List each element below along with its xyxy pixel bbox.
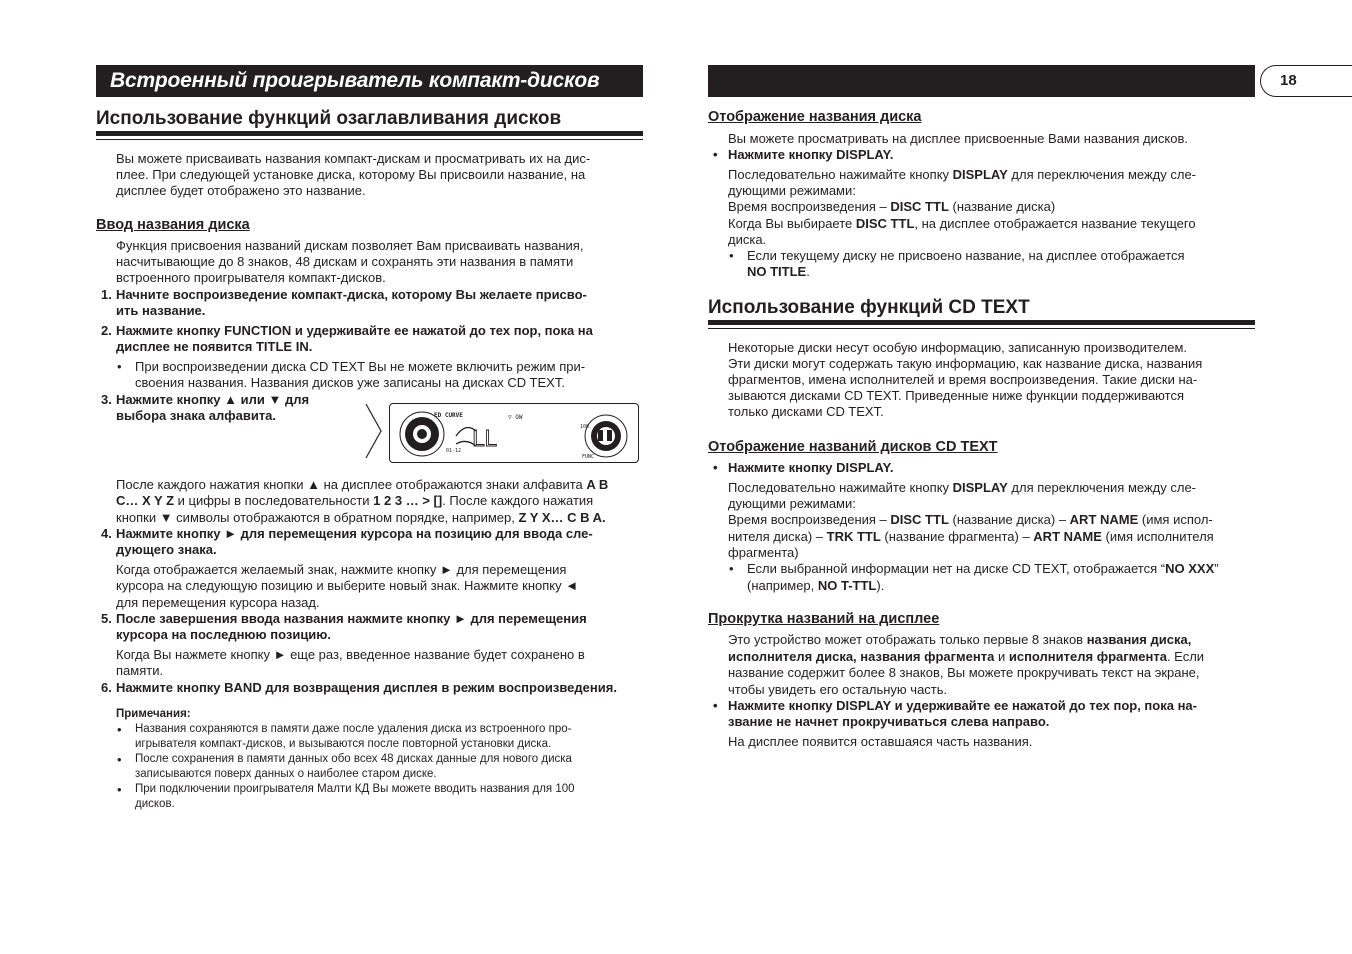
bullet-line: Нажмите кнопку DISPLAY.	[728, 460, 894, 475]
bullet-line: Нажмите кнопку DISPLAY.	[728, 147, 894, 162]
step-line: ить название.	[116, 303, 206, 318]
subheading-scroll: Прокрутка названий на дисплее	[708, 611, 940, 627]
heading-rule	[708, 320, 1255, 325]
paragraph-line: нителя диска) – TRK TTL (название фрагмента) – ART NAME (имя исполнителя	[728, 529, 1214, 544]
bullet-dot: •	[117, 782, 122, 797]
step-number: 2.	[101, 323, 112, 338]
lcd-label-left: 01-12	[446, 448, 462, 454]
bullet-line: своения названия. Названия дисков уже записаны на дисках CD TEXT.	[135, 375, 565, 390]
paragraph-line: фрагмента)	[728, 545, 799, 560]
heading-rule	[96, 131, 643, 136]
paragraph-line: Время воспроизведения – DISC TTL (название диска)	[728, 199, 1056, 214]
page-number-tab	[1260, 65, 1352, 97]
paragraph-line: только дисками CD TEXT.	[728, 404, 884, 419]
paragraph-line: Вы можете просматривать на дисплее присвоенные Вами названия дисков.	[728, 131, 1188, 146]
bullet-line: NO TITLE.	[747, 264, 810, 279]
note-line: Названия сохраняются в памяти даже после удаления диска из встроенного про-	[135, 723, 572, 735]
lcd-label-mid: ▽ OW	[508, 414, 523, 421]
step-line: Нажмите кнопку BAND для возвращения дисплея в режим воспроизведения.	[116, 680, 617, 695]
paragraph-line: курсора на следующую позицию и выберите новый знак. Нажмите кнопку ◄	[116, 578, 579, 593]
paragraph-line: Последовательно нажимайте кнопку DISPLAY для переключения между сле-	[728, 167, 1196, 182]
intro-line: плее. При следующей установке диска, которому Вы присвоили название, на	[116, 167, 586, 182]
paragraph-line: встроенного проигрывателя компакт-дисков.	[116, 270, 386, 285]
bullet-dot: •	[117, 752, 122, 767]
section-banner-right	[708, 65, 1255, 97]
step-line: Нажмите кнопку FUNCTION и удерживайте ее нажатой до тех пор, пока на	[116, 323, 593, 338]
intro-line: Вы можете присваивать названия компакт-дискам и просматривать их на дис-	[116, 151, 591, 166]
step-line: выбора знака алфавита.	[116, 408, 277, 423]
lcd-graphic-icon	[390, 404, 638, 462]
paragraph-line: исполнителя диска, названия фрагмента и исполнителя фрагмента. Если	[728, 649, 1205, 664]
right-heading: Использование функций CD TEXT	[708, 297, 1030, 318]
paragraph-line: На дисплее появится оставшаяся часть названия.	[728, 734, 1033, 749]
step-line: Начните воспроизведение компакт-диска, которому Вы желаете присво-	[116, 287, 587, 302]
paragraph-line: Функция присвоения названий дискам позволяет Вам присваивать названия,	[116, 238, 584, 253]
bullet-dot: •	[729, 561, 734, 576]
bullet-line: Нажмите кнопку DISPLAY и удерживайте ее нажатой до тех пор, пока на-	[728, 698, 1197, 713]
note-line: При подключении проигрывателя Малти КД Вы можете вводить названия для 100	[135, 783, 575, 795]
subheading-enter-title: Ввод названия диска	[96, 217, 250, 233]
intro-line: дисплее будет отображено это название.	[116, 183, 366, 198]
section-title: Встроенный проигрыватель компакт-дисков	[110, 69, 600, 92]
step-line: дующего знака.	[116, 542, 217, 557]
paragraph-line: дующими режимами:	[728, 496, 856, 511]
section-banner	[96, 65, 643, 97]
step3-text-line: После каждого нажатия кнопки ▲ на дисплее отображаются знаки алфавита A B	[116, 477, 609, 492]
lcd-label-fine: FUNC	[582, 454, 595, 460]
bullet-dot: •	[713, 147, 718, 162]
bullet-dot: •	[117, 359, 122, 374]
lcd-label-top: ED CURVE	[434, 412, 463, 419]
bullet-line: Если выбранной информации нет на диске CD TEXT, отображается “NO XXX”	[747, 561, 1219, 576]
step3-text-line: кнопки ▼ символы отображаются в обратном порядке, например, Z Y X… C B A.	[116, 510, 606, 525]
subheading-cdtext-titles: Отображение названий дисков CD TEXT	[708, 439, 998, 455]
paragraph-line: Когда отображается желаемый знак, нажмите кнопку ► для перемещения	[116, 562, 567, 577]
bullet-dot: •	[713, 698, 718, 713]
bullet-line: (например, NO T-TTL).	[747, 578, 885, 593]
note-line: дисков.	[135, 798, 175, 810]
lcd-label-100: 100	[580, 424, 590, 430]
paragraph-line: насчитывающие до 8 знаков, 48 дискам и сохранять эти названия в памяти	[116, 254, 574, 269]
bullet-line: звание не начнет прокручиваться слева направо.	[728, 714, 1050, 729]
step-line: Нажмите кнопку ▲ или ▼ для	[116, 392, 310, 407]
lcd-display-illustration	[389, 403, 639, 463]
paragraph-line: Время воспроизведения – DISC TTL (название диска) – ART NAME (имя испол-	[728, 512, 1213, 527]
paragraph-line: для перемещения курсора назад.	[116, 595, 320, 610]
bullet-line: При воспроизведении диска CD TEXT Вы не можете включить режим при-	[135, 359, 586, 374]
step-line: Нажмите кнопку ► для перемещения курсора на позицию для ввода сле-	[116, 526, 593, 541]
bullet-dot: •	[729, 248, 734, 263]
step-number: 3.	[101, 392, 112, 407]
step-number: 1.	[101, 287, 112, 302]
paragraph-line: чтобы увидеть его остальную часть.	[728, 682, 948, 697]
paragraph-line: фрагментов, имена исполнителей и время воспроизведения. Такие диски на-	[728, 372, 1198, 387]
paragraph-line: дующими режимами:	[728, 183, 856, 198]
paragraph-line: зываются дисками CD TEXT. Приведенные ниже функции поддерживаются	[728, 388, 1184, 403]
paragraph-line: Последовательно нажимайте кнопку DISPLAY для переключения между сле-	[728, 480, 1196, 495]
lcd-big-text: ᒪᒪ	[472, 427, 497, 452]
step-line: курсора на последнюю позицию.	[116, 627, 332, 642]
paragraph-line: Это устройство может отображать только первые 8 знаков названия диска,	[728, 632, 1192, 647]
paragraph-line: Когда Вы выбираете DISC TTL, на дисплее отображается название текущего	[728, 216, 1196, 231]
bullet-dot: •	[117, 722, 122, 737]
paragraph-line: диска.	[728, 232, 767, 247]
note-line: записываются поверх данных о наиболее старом диске.	[135, 768, 437, 780]
paragraph-line: Когда Вы нажмете кнопку ► еще раз, введенное название будет сохранено в	[116, 647, 585, 662]
bullet-line: Если текущему диску не присвоено название, на дисплее отображается	[747, 248, 1185, 263]
step-number: 6.	[101, 680, 112, 695]
notes-title: Примечания:	[116, 708, 191, 720]
page-number: 18	[1280, 72, 1297, 89]
note-line: игрывателя компакт-дисков, и вызываются после повторной установки диска.	[135, 738, 552, 750]
step-line: После завершения ввода названия нажмите кнопку ► для перемещения	[116, 611, 587, 626]
paragraph-line: памяти.	[116, 663, 164, 678]
paragraph-line: Эти диски могут содержать такую информацию, как название диска, названия	[728, 356, 1203, 371]
pointer-arrow-icon	[365, 403, 383, 459]
paragraph-line: название содержит более 8 знаков, Вы можете прокручивать текст на экране,	[728, 665, 1200, 680]
left-heading: Использование функций озаглавливания дисков	[96, 108, 562, 129]
note-line: После сохранения в памяти данных обо всех 48 дисках данные для нового диска	[135, 753, 572, 765]
heading-rule-thin	[96, 139, 643, 140]
step-line: дисплее не появится TITLE IN.	[116, 339, 313, 354]
step-number: 5.	[101, 611, 112, 626]
paragraph-line: Некоторые диски несут особую информацию, записанную производителем.	[728, 340, 1187, 355]
bullet-dot: •	[713, 460, 718, 475]
subheading-display-title: Отображение названия диска	[708, 109, 922, 125]
step3-text-line: C… X Y Z и цифры в последовательности 1 2 3 … > []. После каждого нажатия	[116, 493, 594, 508]
step-number: 4.	[101, 526, 112, 541]
heading-rule-thin	[708, 328, 1255, 329]
